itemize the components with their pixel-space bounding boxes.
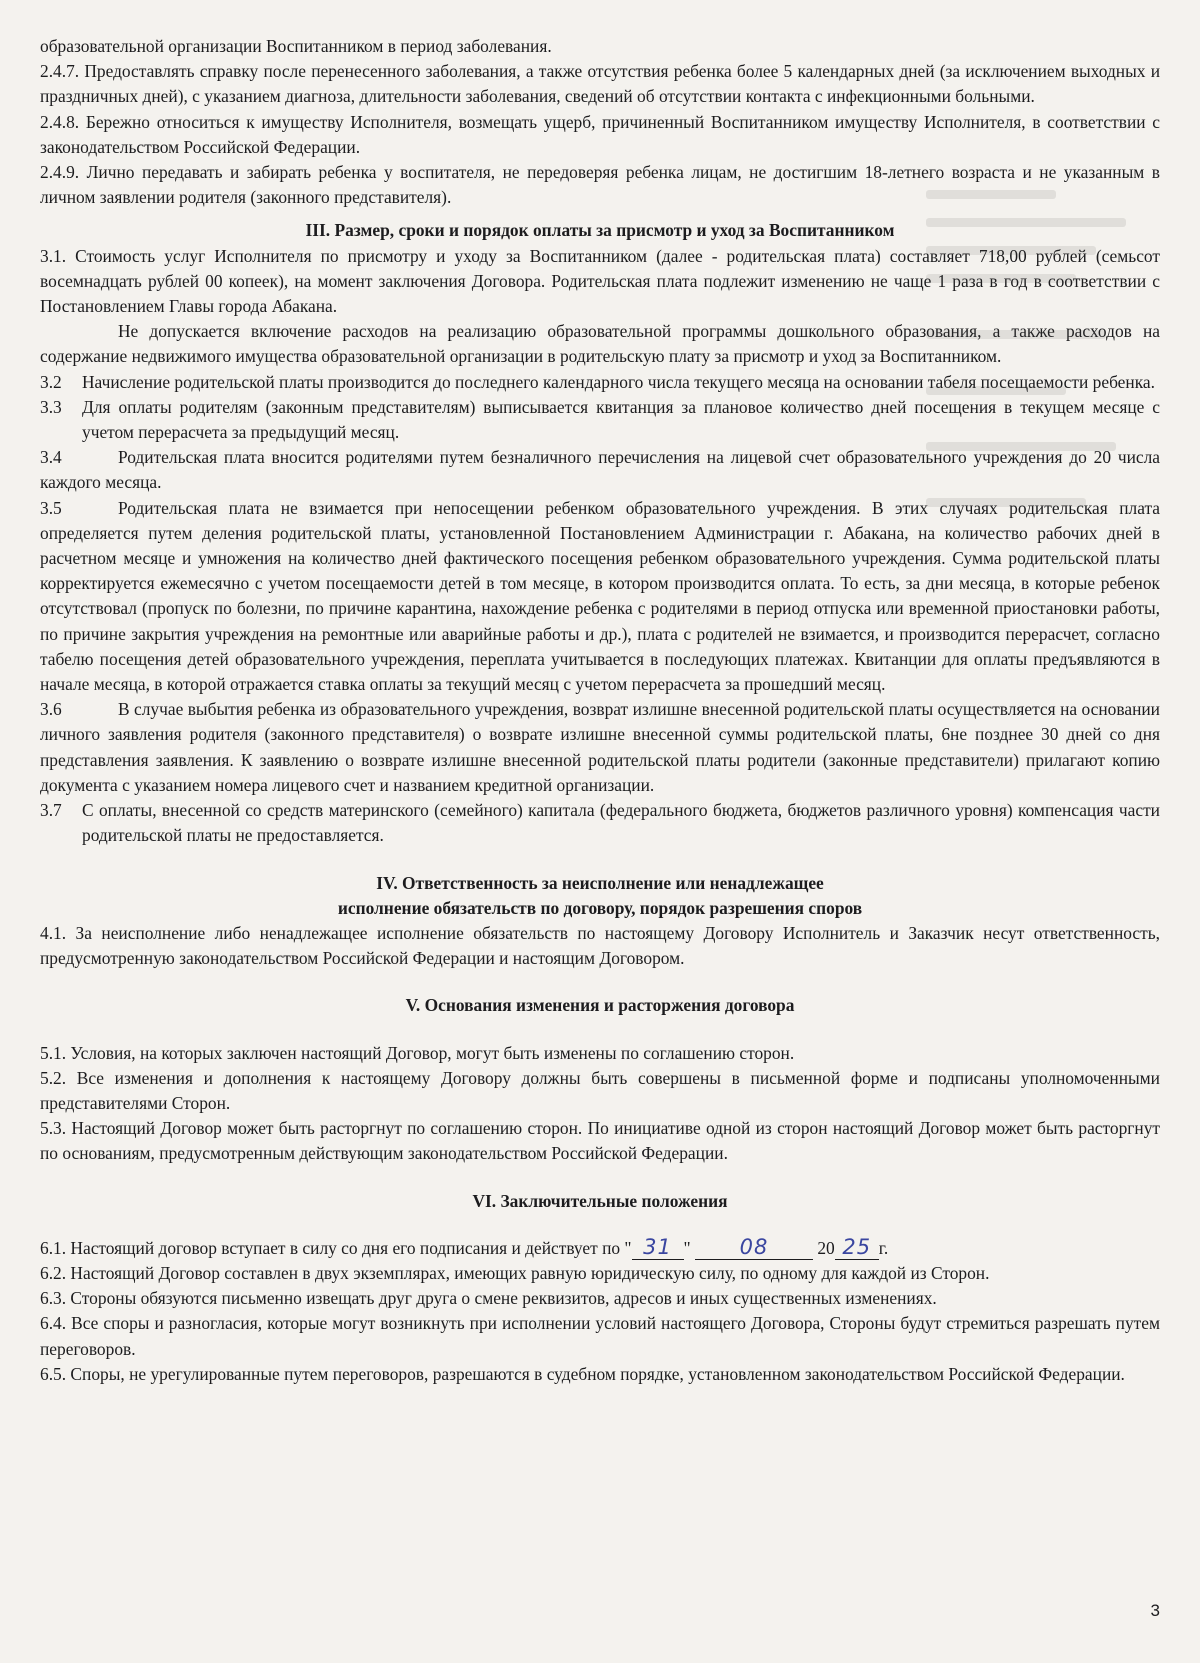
clause-text: Начисление родительской платы производится до последнего календарного числа текущего месяца на основании табеля посещаемости ребенка. bbox=[82, 371, 1155, 392]
page-number: 3 bbox=[1150, 1600, 1160, 1620]
paragraph-3-3 bbox=[40, 395, 1160, 445]
end-day-handwritten: 31 bbox=[643, 1234, 672, 1259]
end-month-handwritten: 08 bbox=[739, 1234, 769, 1259]
end-year-field bbox=[835, 1236, 879, 1260]
clause-text: Родительская плата вносится родителями путем безналичного перечисления на лицевой счет образовательного учреждения до 20 числа каждого месяца. bbox=[40, 447, 1160, 493]
paragraph-2-4-7: 2.4.7. Предоставлять справку после перенесенного заболевания, а также отсутствия ребенка более 5 календарных дней (за исключением выходных и праздничных дней), с указанием диагноза, длительности заболевания, сведений об отсутствии контакта с инфекционными больными. bbox=[40, 61, 1160, 107]
clause-number: 3.2 bbox=[40, 371, 62, 392]
paragraph-4-1: 4.1. За неисполнение либо ненадлежащее исполнение обязательств по настоящему Договору Исполнитель и Заказчик несут ответственность, предусмотренную законодательством Российской Федерации и настоящим Договором. bbox=[40, 922, 1160, 969]
paragraph-3-7 bbox=[40, 798, 1160, 848]
spacer bbox=[40, 1167, 1160, 1189]
paragraph-6-5: 6.5. Споры, не урегулированные путем переговоров, разрешаются в судебном порядке, установленном законодательством Российской Федерации. bbox=[40, 1363, 1125, 1384]
clause-text: 6.1. Настоящий договор вступает в силу со дня его подписания и действует по " bbox=[40, 1237, 632, 1258]
paragraph-3-1: 3.1. Стоимость услуг Исполнителя по присмотру и уходу за Воспитанником (далее - родительская плата) составляет 718,00 рублей (семьсот восемнадцать рублей 00 копеек), на момент заключения Договора. Родительская плата подлежит изменению не чаще 1 раза в год в соответствии с Постановлением Главы города Абакана. bbox=[40, 245, 1160, 317]
clause-number: 3.4 bbox=[40, 447, 62, 468]
paragraph-2-4-8: 2.4.8. Бережно относиться к имуществу Исполнителя, возмещать ущерб, причиненный Воспитанником имуществу Исполнителя, в соответствии с законодательством Российской Федерации. bbox=[40, 111, 1160, 157]
paragraph-5-1: 5.1. Условия, на которых заключен настоящий Договор, могут быть изменены по соглашению сторон. bbox=[40, 1042, 795, 1063]
clause-text: Для оплаты родителям (законным представителям) выписывается квитанция за плановое количество дней посещения в текущем месяце с учетом перерасчета за предыдущий месяц. bbox=[82, 396, 1160, 443]
section-4-title-line-2: исполнение обязательств по договору, порядок разрешения споров bbox=[337, 897, 863, 918]
clause-number: 3.7 bbox=[40, 800, 62, 821]
section-4-title-line-1: IV. Ответственность за неисполнение или ненадлежащее bbox=[376, 872, 824, 893]
paragraph-3-6 bbox=[40, 697, 1160, 798]
paragraph-5-2: 5.2. Все изменения и дополнения к настоящему Договору должны быть совершены в письменной форме и подписаны уполномоченными представителями Сторон. bbox=[40, 1067, 1160, 1113]
section-3-title: III. Размер, сроки и порядок оплаты за присмотр и уход за Воспитанником bbox=[305, 220, 895, 241]
year-prefix: 20 bbox=[817, 1237, 835, 1258]
section-5-title: V. Основания изменения и расторжения договора bbox=[405, 995, 795, 1016]
paragraph-5-3: 5.3. Настоящий Договор может быть расторгнут по соглашению сторон. По инициативе одной из сторон настоящий Договор может быть расторгнут по основаниям, предусмотренным действующим законодательством Российской Федерации. bbox=[40, 1118, 1160, 1164]
clause-text: С оплаты, внесенной со средств материнского (семейного) капитала (федерального бюджета, бюджетов различного уровня) компенсация части родительской платы не предоставляется. bbox=[82, 800, 1160, 846]
paragraph-3-4 bbox=[40, 445, 1160, 495]
paragraph-3-1-continued: Не допускается включение расходов на реализацию образовательной программы дошкольного образования, а также расходов на содержание недвижимого имущества образовательной организации в родительскую плату за присмотр и уход за Воспитанником. bbox=[40, 321, 1160, 367]
spacer bbox=[40, 971, 1160, 993]
spacer bbox=[40, 1214, 1160, 1236]
clause-text: Родительская плата не взимается при непосещении ребенком образовательного учреждения. В этих случаях родительская плата определяется путем деления родительской платы, установленной Постановлением Администрации г. Абакана, на количество рабочих дней в расчетном месяце и умножения на количество дней фактического посещения ребенком образовательного учреждения. Сумма родительской платы корректируется ежемесячно с учетом посещаемости детей в том месяце, в котором производится оплата. То есть, за дни месяца, в которые ребенок отсутствовал (пропуск по болезни, по причине карантина, нахождение ребенка с родителями в период отпуска или временной приостановки работы, по причине закрытия учреждения на ремонтные или аварийные работы и др.), плата с родителей не взимается, и производится перерасчет, согласно табелю посещения детей образовательного учреждения, переплата учитывается в последующих платежах. Квитанции для оплаты предъявляются в начале месяца, в которой отражается ставка оплаты за текущий месяц с учетом перерасчета за прошедший месяц. bbox=[40, 497, 1160, 695]
paragraph-3-5 bbox=[40, 496, 1160, 698]
clause-number: 3.5 bbox=[40, 497, 62, 518]
clause-number: 3.3 bbox=[40, 396, 62, 417]
paragraph-2-4-6-tail: образовательной организации Воспитанником в период заболевания. bbox=[40, 36, 552, 56]
paragraph-3-2 bbox=[40, 370, 1160, 395]
year-suffix: г. bbox=[878, 1237, 889, 1258]
clause-number: 3.6 bbox=[40, 699, 62, 720]
section-6-title: VI. Заключительные положения bbox=[472, 1190, 728, 1211]
clause-text: В случае выбытия ребенка из образовательного учреждения, возврат излишне внесенной родительской платы осуществляется на основании личного заявления родителя (законного представителя) о возврате излишне внесенной суммы родительской платы, 6не позднее 30 дней со дня представления заявления. К заявлению о возврате излишне внесенной родительской платы родители (законные представители) прилагают копию документа с указанием номера лицевого счет и названием кредитной организации. bbox=[40, 699, 1160, 795]
end-day-field bbox=[632, 1236, 684, 1260]
paragraph-6-1 bbox=[40, 1236, 1160, 1261]
spacer bbox=[40, 1019, 1160, 1041]
paragraph-2-4-9: 2.4.9. Лично передавать и забирать ребенка у воспитателя, не передоверяя ребенка лицам, не достигшим 18-летнего возраста и не указанным в личном заявлении родителя (законного представителя). bbox=[40, 162, 1160, 208]
paragraph-6-2: 6.2. Настоящий Договор составлен в двух экземплярах, имеющих равную юридическую силу, по одному для каждой из Сторон. bbox=[40, 1262, 990, 1283]
paragraph-6-4: 6.4. Все споры и разногласия, которые могут возникнуть при исполнении условий настоящего Договора, Стороны будут стремиться разрешать путем переговоров. bbox=[40, 1313, 1160, 1359]
end-year-handwritten: 25 bbox=[842, 1234, 872, 1259]
paragraph-6-3: 6.3. Стороны обязуются письменно извещать друг друга о смене реквизитов, адресов и иных существенных изменениях. bbox=[40, 1288, 937, 1309]
closing-quote: " bbox=[683, 1237, 691, 1258]
end-month-field bbox=[695, 1236, 813, 1260]
spacer bbox=[40, 849, 1160, 871]
spacer bbox=[40, 210, 1160, 218]
